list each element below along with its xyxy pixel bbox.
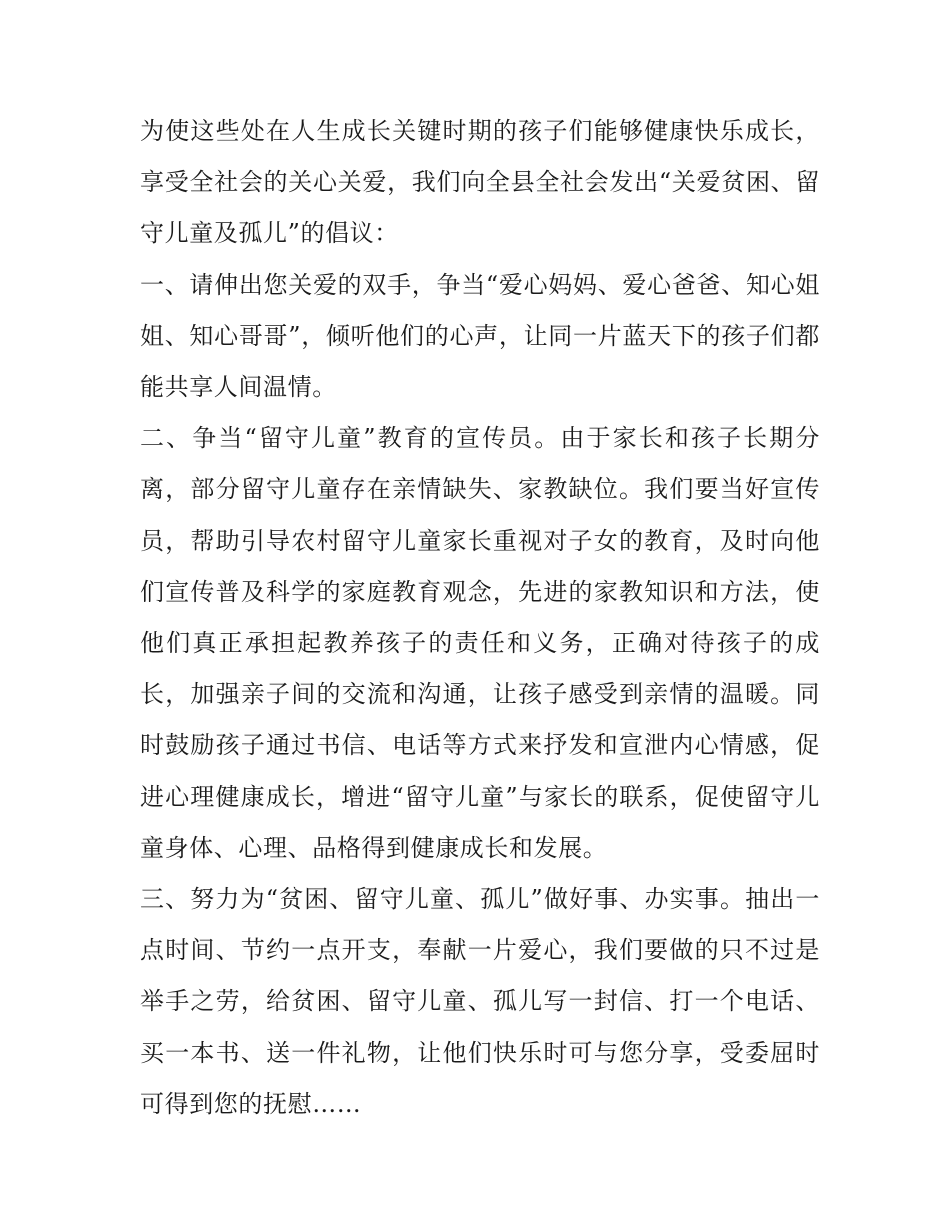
document-body — [140, 106, 820, 1130]
paragraph-item-3: 三、努力为“贫困、留守儿童、孤儿”做好事、办实事。抽出一点时间、节约一点开支，奉献一片爱心，我们要做的只不过是举手之劳，给贫困、留守儿童、孤儿写一封信、打一个电话、买一本书、送一件礼物，让他们快乐时可与您分享，受委屈时可得到您的抚慰…… — [140, 885, 820, 1118]
paragraph-intro: 为使这些处在人生成长关键时期的孩子们能够健康快乐成长，享受全社会的关心关爱，我们向全县全社会发出“关爱贫困、留守儿童及孤儿”的倡议： — [140, 117, 820, 248]
paragraph-item-2: 二、争当“留守儿童”教育的宣传员。由于家长和孩子长期分离，部分留守儿童存在亲情缺失、家教缺位。我们要当好宣传员，帮助引导农村留守儿童家长重视对子女的教育，及时向他们宣传普及科学的家庭教育观念，先进的家教知识和方法，使他们真正承担起教养孩子的责任和义务，正确对待孩子的成长，加强亲子间的交流和沟通，让孩子感受到亲情的温暖。同时鼓励孩子通过书信、电话等方式来抒发和宣泄内心情感，促进心理健康成长，增进“留守儿童”与家长的联系，促使留守儿童身体、心理、品格得到健康成长和发展。 — [140, 424, 820, 862]
paragraph-item-1: 一、请伸出您关爱的双手，争当“爱心妈妈、爱心爸爸、知心姐姐、知心哥哥”，倾听他们的心声，让同一片蓝天下的孩子们都能共享人间温情。 — [140, 270, 820, 402]
